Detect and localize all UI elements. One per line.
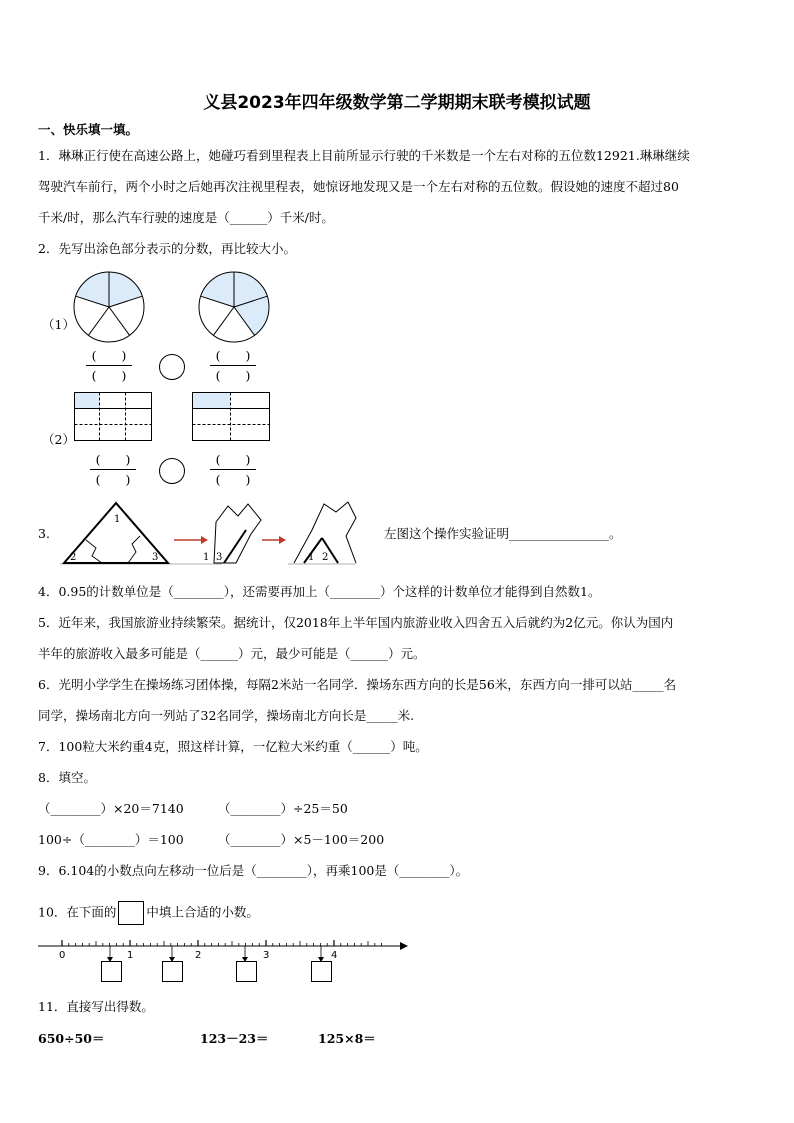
triangle-tear-diagram [56,500,356,566]
fraction-numerator: ( ) [91,348,127,363]
q1-line3: 千米/时，那么汽车行驶的速度是（______）千米/时。 [38,210,334,225]
q10-stem-before: 10．在下面的 [38,904,117,920]
answer-box[interactable] [311,961,332,982]
fraction-denominator: ( ) [95,472,131,487]
q6-line1: 6．光明小学学生在操场练习团体操，每隔2米站一名同学．操场东西方向的长是56米，东西方向一排可以站_____名 [38,677,677,692]
q11-item-b: 123－23＝ [200,1031,269,1046]
tick-label-1: 1 [127,950,134,961]
q11-item-c: 125×8＝ [318,1031,376,1046]
q4-text: 4．0.95的计数单位是（________），还需要再加上（________）个这样的计数单位才能得到自然数1。 [38,584,601,599]
angle-label: 2 [322,552,329,563]
answer-box[interactable] [101,961,122,982]
answer-box-sample [118,901,144,925]
fraction-blank[interactable] [86,348,132,383]
fraction-denominator: ( ) [91,368,127,383]
angle-label: 1 [203,552,210,563]
pie-left [72,270,146,344]
tick-label-0: 0 [59,950,66,961]
q1-line1: 1．琳琳正行使在高速公路上，她碰巧看到里程表上目前所显示行驶的千米数是一个左右对称的五位数12921.琳琳继续 [38,148,690,163]
fraction-blank[interactable] [210,348,256,383]
tick-label-3: 3 [263,950,270,961]
fraction-denominator: ( ) [215,368,251,383]
q11-stem: 11．直接写出得数。 [38,999,154,1014]
page-title: 义县2023年四年级数学第二学期期末联考模拟试题 [203,93,591,113]
q1-line2: 驾驶汽车前行，两个小时之后她再次注视里程表，她惊讶地发现又是一个左右对称的五位数。假设她的速度不超过80 [38,179,679,194]
angle-label: 2 [70,552,77,563]
q2-stem: 2．先写出涂色部分表示的分数，再比较大小。 [38,241,296,256]
fraction-blank[interactable] [90,452,136,487]
q6-line2: 同学，操场南北方向一列站了32名同学，操场南北方向长是_____米. [38,708,415,723]
tick-label-2: 2 [195,950,202,961]
number-line [38,936,408,956]
section-heading: 一、快乐填一填。 [38,122,139,137]
q10-stem [38,901,259,925]
q8-item-b: （________）÷25＝50 [218,801,348,816]
q2-label-1: （1） [42,317,75,332]
compare-circle[interactable] [159,458,185,484]
pie-right [197,270,271,344]
fraction-numerator: ( ) [215,452,251,467]
angle-label: 1 [308,552,315,563]
fraction-blank[interactable] [210,452,256,487]
compare-circle[interactable] [159,354,185,380]
angle-label: 3 [152,552,159,563]
angle-label: 3 [216,552,223,563]
fraction-denominator: ( ) [215,472,251,487]
q2-label-2: （2） [42,432,75,447]
answer-box[interactable] [162,961,183,982]
q8-item-c: 100÷（________）＝100 [38,832,184,847]
q8-item-a: （________）×20＝7140 [38,801,184,816]
q5-line2: 半年的旅游收入最多可能是（______）元，最少可能是（______）元。 [38,646,426,661]
q5-line1: 5．近年来，我国旅游业持续繁荣。据统计，仅2018年上半年国内旅游业收入四舍五入后就约为2亿元。你认为国内 [38,615,674,630]
q9-text: 9．6.104的小数点向左移动一位后是（________），再乘100是（________）。 [38,863,469,878]
q10-stem-after: 中填上合适的小数。 [146,904,259,920]
q7-text: 7．100粒大米约重4克，照这样计算，一亿粒大米约重（______）吨。 [38,739,428,754]
q8-item-d: （________）×5－100＝200 [218,832,385,847]
q11-item-a: 650÷50＝ [38,1031,105,1046]
q8-stem: 8．填空。 [38,770,96,785]
answer-box[interactable] [236,961,257,982]
grid-right [192,392,270,442]
number-line-arrowhead [400,942,408,950]
q3-number: 3. [38,526,50,541]
tick-label-4: 4 [331,950,338,961]
angle-label: 1 [114,514,121,525]
grid-left [74,392,152,442]
q3-text: 左图这个操作实验证明________________。 [384,526,622,541]
fraction-numerator: ( ) [95,452,131,467]
fraction-numerator: ( ) [215,348,251,363]
